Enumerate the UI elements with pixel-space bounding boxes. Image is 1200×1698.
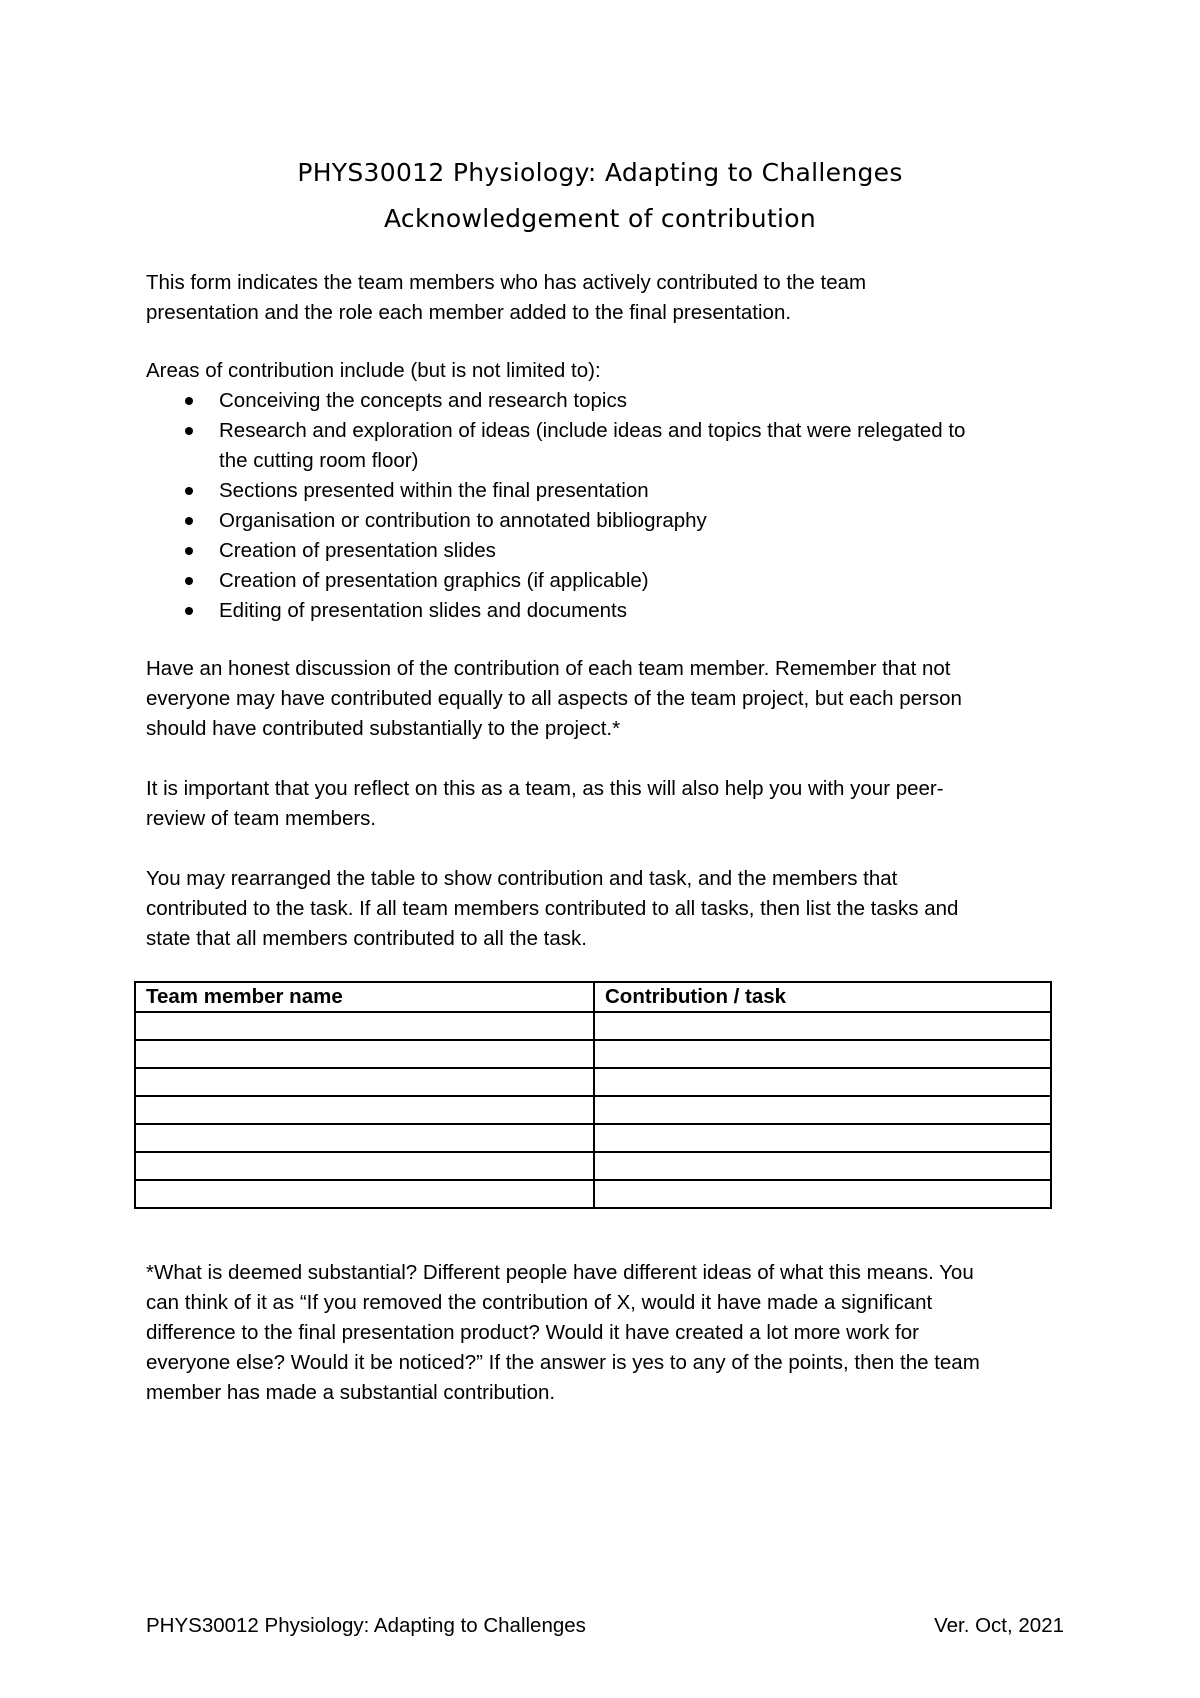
- list-item-text: Research and exploration of ideas (include ideas and topics that were relegated to the cutting room floor): [219, 419, 966, 472]
- table-row: [135, 1012, 1051, 1040]
- form-title: Acknowledgement of contribution: [383, 204, 817, 233]
- list-item-text: Creation of presentation slides: [219, 539, 496, 562]
- contribution-cell[interactable]: [594, 1068, 1051, 1096]
- contribution-cell[interactable]: [594, 1180, 1051, 1208]
- contribution-cell[interactable]: [594, 1124, 1051, 1152]
- contribution-cell[interactable]: [594, 1040, 1051, 1068]
- list-item: [146, 416, 1076, 476]
- course-title: PHYS30012 Physiology: Adapting to Challenges: [297, 158, 903, 187]
- member-name-cell[interactable]: [135, 1096, 594, 1124]
- areas-heading-text: Areas of contribution include (but is not limited to):: [146, 359, 601, 382]
- list-item-text: Organisation or contribution to annotated bibliography: [219, 509, 707, 532]
- contribution-cell[interactable]: [594, 1012, 1051, 1040]
- footer-course: PHYS30012 Physiology: Adapting to Challenges: [146, 1614, 586, 1637]
- table-row: [135, 1068, 1051, 1096]
- bullet-icon: [185, 577, 193, 585]
- list-item: [146, 536, 1076, 566]
- list-item-text: Conceiving the concepts and research topics: [219, 389, 627, 412]
- member-name-cell[interactable]: [135, 1068, 594, 1096]
- footnote-paragraph: [146, 1258, 1076, 1408]
- header-team-member-name: Team member name: [135, 982, 594, 1012]
- table-header-row: [135, 982, 1051, 1012]
- list-item: [146, 386, 1076, 416]
- rearrange-text: You may rearranged the table to show contribution and task, and the members that contributed to the task. If all team members contributed to all tasks, then list the tasks and state that all members contributed to all the task.: [146, 867, 959, 950]
- bullet-icon: [185, 547, 193, 555]
- list-item-text: Editing of presentation slides and documents: [219, 599, 627, 622]
- reflect-paragraph: [146, 774, 1076, 834]
- areas-list: [146, 386, 1076, 626]
- bullet-icon: [185, 517, 193, 525]
- footer-version: Ver. Oct, 2021: [934, 1614, 1064, 1637]
- member-name-cell[interactable]: [135, 1124, 594, 1152]
- list-item-text: Sections presented within the final presentation: [219, 479, 649, 502]
- rearrange-paragraph: [146, 864, 1076, 954]
- bullet-icon: [185, 607, 193, 615]
- list-item-text: Creation of presentation graphics (if applicable): [219, 569, 649, 592]
- table-row: [135, 1040, 1051, 1068]
- table-row: [135, 1180, 1051, 1208]
- list-item: [146, 506, 1076, 536]
- table-row: [135, 1124, 1051, 1152]
- reflect-text: It is important that you reflect on this as a team, as this will also help you with your peer- review of team members.: [146, 777, 944, 830]
- honest-text: Have an honest discussion of the contribution of each team member. Remember that not everyone may have contributed equally to all aspects of the team project, but each person should have contributed substantially to the project.*: [146, 657, 962, 740]
- table-row: [135, 1152, 1051, 1180]
- intro-paragraph: [146, 268, 1076, 328]
- member-name-cell[interactable]: [135, 1152, 594, 1180]
- list-item: [146, 476, 1076, 506]
- bullet-icon: [185, 397, 193, 405]
- footnote-text: *What is deemed substantial? Different people have different ideas of what this means. You can think of it as “If you removed the contribution of X, would it have made a significant difference to the final presentation product? Would it have created a lot more work for everyone else? Would it be noticed?” If the answer is yes to any of the points, then the team member has made a substantial contribution.: [146, 1261, 980, 1404]
- contribution-cell[interactable]: [594, 1152, 1051, 1180]
- contribution-cell[interactable]: [594, 1096, 1051, 1124]
- member-name-cell[interactable]: [135, 1012, 594, 1040]
- list-item: [146, 596, 1076, 626]
- table-row: [135, 1096, 1051, 1124]
- member-name-cell[interactable]: [135, 1180, 594, 1208]
- contribution-table: [134, 981, 1052, 1209]
- areas-heading: [146, 356, 1076, 386]
- bullet-icon: [185, 487, 193, 495]
- intro-text: This form indicates the team members who has actively contributed to the team presentation and the role each member added to the final presentation.: [146, 271, 867, 324]
- honest-discussion-paragraph: [146, 654, 1076, 744]
- bullet-icon: [185, 427, 193, 435]
- header-contribution-task: Contribution / task: [594, 982, 1051, 1012]
- member-name-cell[interactable]: [135, 1040, 594, 1068]
- list-item: [146, 566, 1076, 596]
